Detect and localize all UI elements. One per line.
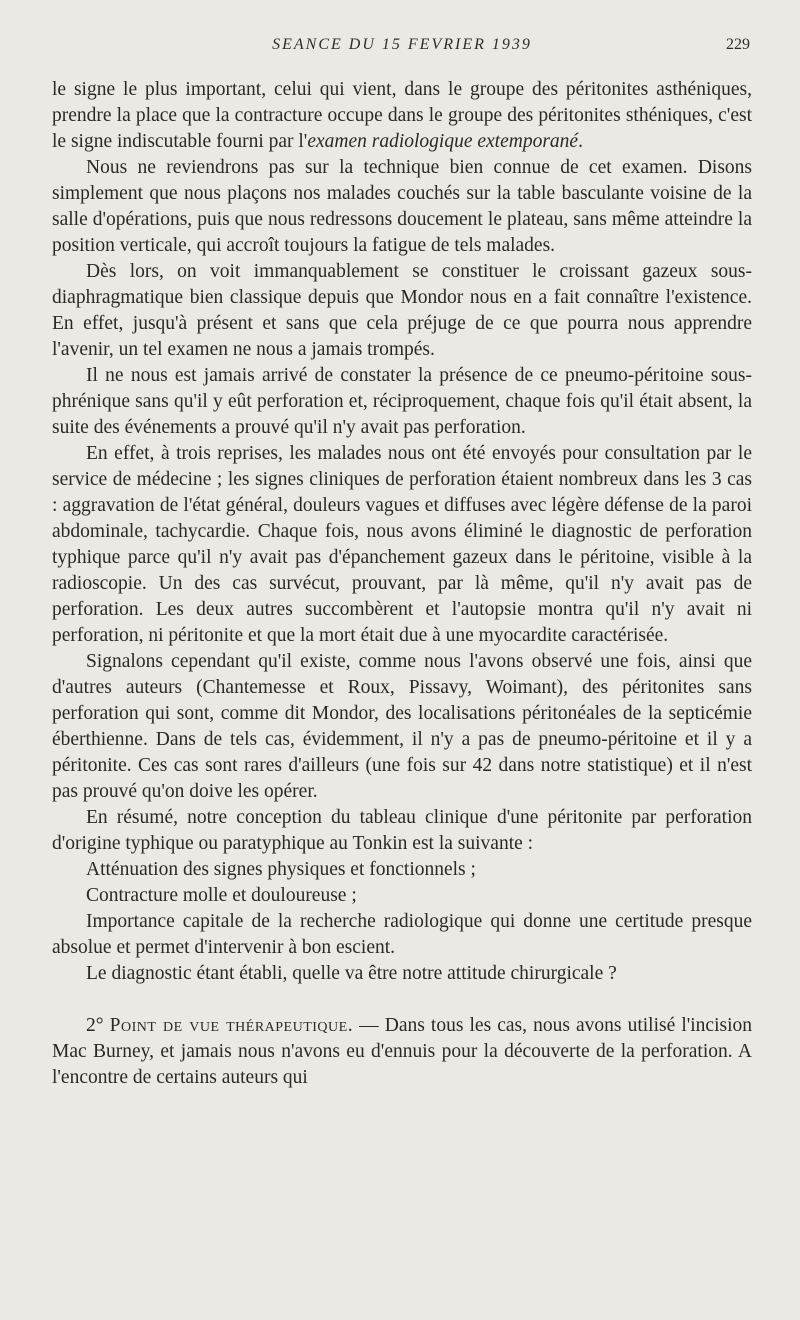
paragraph: Dès lors, on voit immanquablement se constituer le croissant gazeux sous-diaphragmatique bien classique depuis que Mondor nous en a fait connaître l'existence. En effet, jusqu'à présent et sans que cela préjuge de ce que pourra nous apprendre l'avenir, un tel examen ne nous a jamais trompés. (52, 261, 752, 360)
paragraph: En résumé, notre conception du tableau clinique d'une péritonite par perforation d'origine typhique ou paratyphique au Tonkin est la suivante : (52, 807, 752, 854)
paragraph: Le diagnostic étant établi, quelle va être notre attitude chirurgicale ? (86, 963, 617, 984)
section-heading: Point de vue thérapeutique. (109, 1015, 354, 1036)
paragraph-continuation: le signe le plus important, celui qui vient, dans le groupe des péritonites asthéniques, prendre la place que la contracture occupe dans le groupe des péritonites sthéniques, c'est le signe indiscutable fourni par l'examen radiologique extemporané. (52, 79, 752, 152)
section-gap (52, 987, 752, 1013)
list-item: Atténuation des signes physiques et fonctionnels ; (86, 859, 476, 880)
emphasis-examen-radiologique: examen radiologique extemporané (307, 131, 579, 152)
section-number: 2° (86, 1015, 104, 1036)
paragraph: Nous ne reviendrons pas sur la technique bien connue de cet examen. Disons simplement que nous plaçons nos malades couchés sur la table basculante voisine de la salle d'opérations, puis que nous redressons doucement le plateau, sans même atteindre la position verticale, qui accroît toujours la fatigue de tels malades. (52, 157, 752, 256)
section-text: — Dans tous les cas, nous avons utilisé l'incision Mac Burney, et jamais nous n'avons eu d'ennuis pour la découverte de la perforation. A l'encontre de certains auteurs qui (52, 1015, 753, 1088)
page-number: 229 (726, 36, 750, 53)
running-title: SEANCE DU 15 FEVRIER 1939 (272, 36, 532, 53)
section-paragraph (52, 1013, 752, 1091)
paragraph: Il ne nous est jamais arrivé de constater la présence de ce pneumo-péritoine sous-phrénique sans qu'il y eût perforation et, réciproquement, chaque fois qu'il était absent, la suite des événements a prouvé qu'il n'y avait pas perforation. (52, 365, 752, 438)
list-item: Importance capitale de la recherche radiologique qui donne une certitude presque absolue et permet d'intervenir à bon escient. (52, 911, 752, 958)
running-header (52, 36, 752, 60)
paragraph: En effet, à trois reprises, les malades nous ont été envoyés pour consultation par le service de médecine ; les signes cliniques de perforation étaient nombreux dans les 3 cas : aggravation de l'état général, douleurs vagues et diffuses avec légère défense de la paroi abdominale, tachycardie. Chaque fois, nous avons éliminé le diagnostic de perforation typhique parce qu'il n'y avait pas d'épanchement gazeux dans le péritoine, visible à la radioscopie. Un des cas survécut, prouvant, par là même, qu'il n'y avait pas de perforation. Les deux autres succombèrent et l'autopsie montra qu'il n'y avait ni perforation, ni péritonite et que la mort était due à une myocardite caractérisée. (52, 443, 752, 646)
list-item: Contracture molle et douloureuse ; (86, 885, 357, 906)
paragraph: Signalons cependant qu'il existe, comme nous l'avons observé une fois, ainsi que d'autres auteurs (Chantemesse et Roux, Pissavy, Woimant), des péritonites sans perforation qui sont, comme dit Mondor, des localisations péritonéales de la septicémie éberthienne. Dans de tels cas, évidemment, il n'y a pas de pneumo-péritoine et il y a péritonite. Ces cas sont rares d'ailleurs (une fois sur 42 dans notre statistique) et il n'est pas prouvé qu'on doive les opérer. (52, 651, 752, 802)
body-text (52, 77, 752, 1091)
